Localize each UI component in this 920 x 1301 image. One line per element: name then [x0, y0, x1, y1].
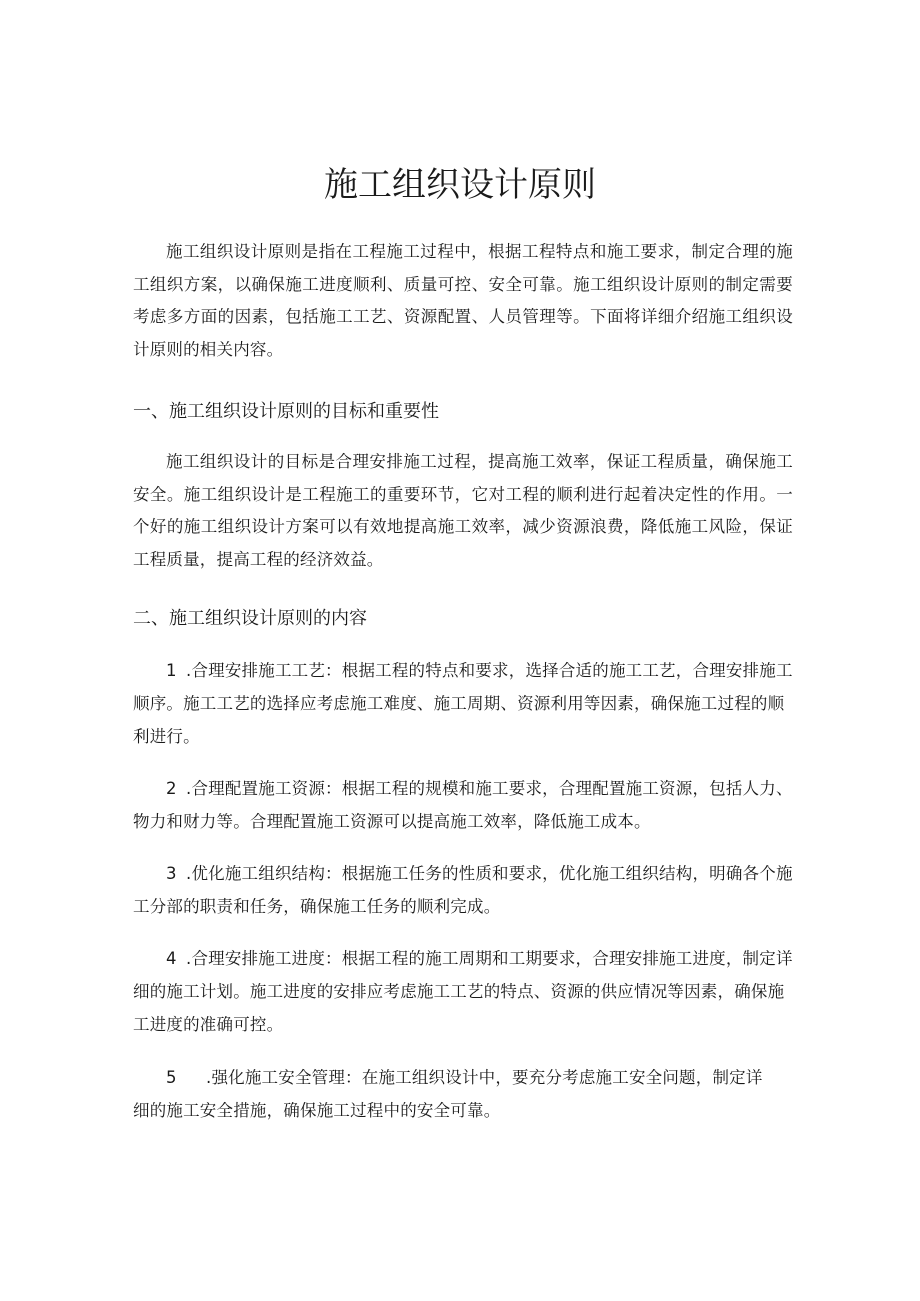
intro-paragraph: 施工组织设计原则是指在工程施工过程中，根据工程特点和施工要求，制定合理的施工组织方案，以确保施工进度顺利、质量可控、安全可靠。施工组织设计原则的制定需要考虑多方面的因素，包括施工工艺、资源配置、人员管理等。下面将详细介绍施工组织设计原则的相关内容。: [133, 242, 793, 359]
list-item: [133, 772, 795, 838]
list-item-text: .合理安排施工进度：根据工程的施工周期和工期要求，合理安排施工进度，制定详细的施工计划。施工进度的安排应考虑施工工艺的特点、资源的供应情况等因素，确保施工进度的准确可控。: [133, 949, 793, 1034]
list-item-number: 2: [166, 779, 177, 798]
list-item-text: .强化施工安全管理：在施工组织设计中，要充分考虑施工安全问题，制定详细的施工安全措施，确保施工过程中的安全可靠。: [133, 1068, 763, 1120]
section-1-paragraph: 施工组织设计的目标是合理安排施工过程，提高施工效率，保证工程质量，确保施工安全。施工组织设计是工程施工的重要环节，它对工程的顺利进行起着决定性的作用。一个好的施工组织设计方案可以有效地提高施工效率，减少资源浪费，降低施工风险，保证工程质量，提高工程的经济效益。: [133, 452, 793, 569]
list-item-text: .优化施工组织结构：根据施工任务的性质和要求，优化施工组织结构，明确各个施工分部的职责和任务，确保施工任务的顺利完成。: [133, 864, 793, 916]
list-item-number: 4: [166, 949, 177, 968]
list-item-text: .合理配置施工资源：根据工程的规模和施工要求，合理配置施工资源，包括人力、物力和财力等。合理配置施工资源可以提高施工效率，降低施工成本。: [133, 779, 793, 831]
list-item: [133, 1061, 773, 1127]
list-item-text: .合理安排施工工艺：根据工程的特点和要求，选择合适的施工工艺，合理安排施工顺序。施工工艺的选择应考虑施工难度、施工周期、资源利用等因素，确保施工过程的顺利进行。: [133, 661, 793, 746]
list-item: [133, 654, 795, 753]
list-item: [133, 942, 795, 1041]
section-1-heading: 一、施工组织设计原则的目标和重要性: [133, 401, 439, 422]
document-title: 施工组织设计原则: [324, 165, 596, 205]
list-item: [133, 857, 795, 923]
list-item-number: 1: [166, 661, 177, 680]
section-2-heading: 二、施工组织设计原则的内容: [133, 608, 367, 629]
list-item-number: 3: [166, 864, 177, 883]
list-item-number: 5: [166, 1068, 177, 1087]
